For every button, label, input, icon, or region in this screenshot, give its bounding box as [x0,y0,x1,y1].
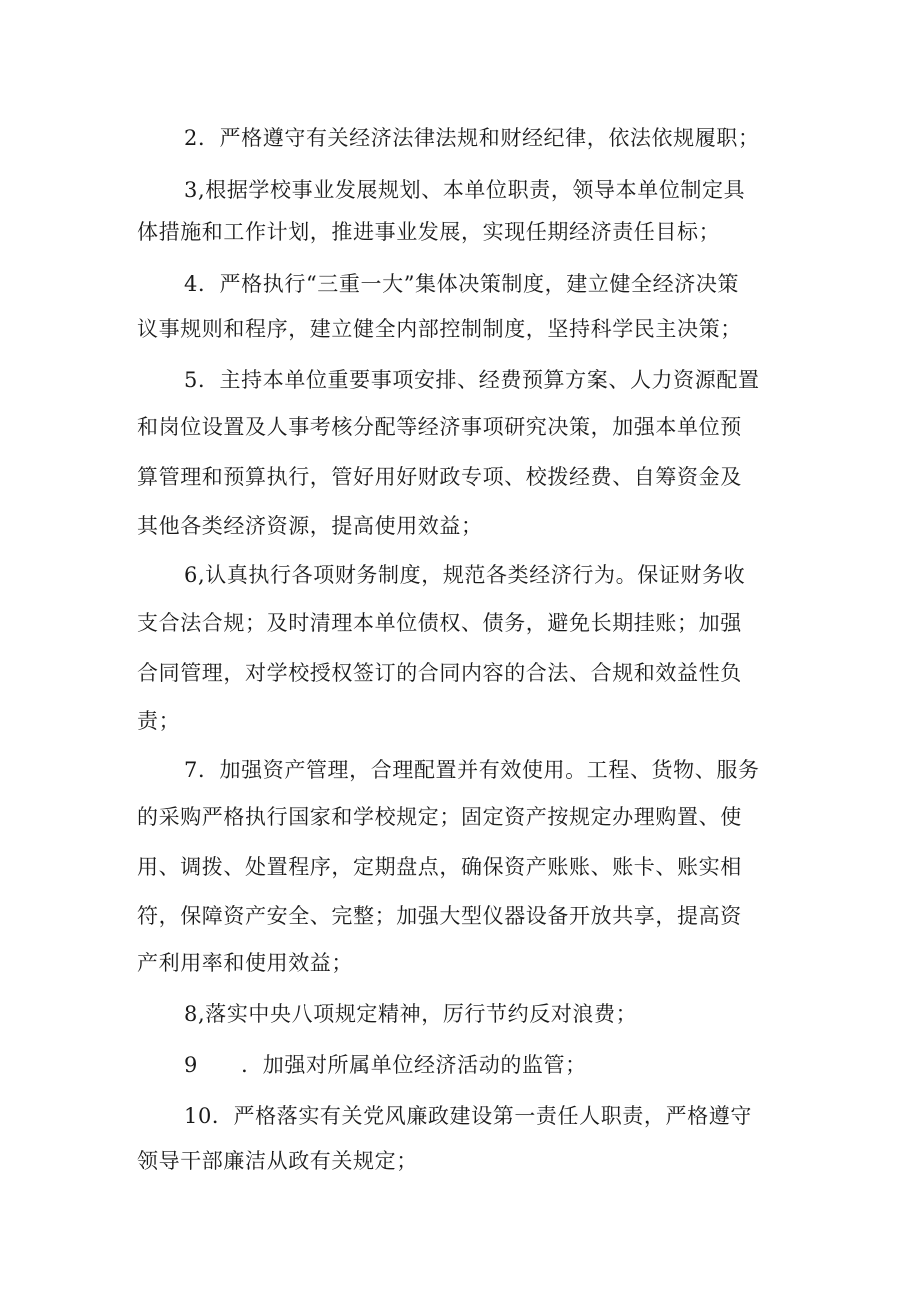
paragraph-2-line-1: 2．严格遵守有关经济法律法规和财经纪律，依法依规履职； [184,126,760,150]
paragraph-10-line-2: 领导干部廉洁从政有关规定； [137,1149,418,1173]
paragraph-6-line-4: 责； [137,709,181,733]
paragraph-8-line-1: 8,落实中央八项规定精神，厉行节约反对浪费； [184,1002,638,1026]
paragraph-10-line-1: 10．严格落实有关党风廉政建设第一责任人职责，严格遵守 [184,1104,752,1128]
paragraph-9-line-1: 9 ．加强对所属单位经济活动的监管； [184,1053,587,1077]
paragraph-4-line-2: 议事规则和程序，建立健全内部控制制度，坚持科学民主决策； [137,317,742,341]
paragraph-7-line-5: 产利用率和使用效益； [137,951,353,975]
paragraph-5-line-3: 算管理和预算执行，管好用好财政专项、校拨经费、自筹资金及 [137,465,742,489]
paragraph-6-line-2: 支合法合规；及时清理本单位债权、债务，避免长期挂账；加强 [137,611,742,635]
paragraph-5-line-2: 和岗位设置及人事考核分配等经济事项研究决策，加强本单位预 [137,415,742,439]
paragraph-3-line-2: 体措施和工作计划，推进事业发展，实现任期经济责任目标； [137,220,721,244]
paragraph-7-line-1: 7．加强资产管理，合理配置并有效使用。工程、货物、服务 [184,758,760,782]
paragraph-5-line-1: 5．主持本单位重要事项安排、经费预算方案、人力资源配置 [184,368,760,392]
paragraph-4-line-1: 4．严格执行“三重一大”集体决策制度，建立健全经济决策 [184,272,740,296]
paragraph-7-line-4: 符，保障资产安全、完整；加强大型仪器设备开放共享，提高资 [137,904,742,928]
paragraph-5-line-4: 其他各类经济资源，提高使用效益； [137,514,483,538]
paragraph-3-line-1: 3,根据学校事业发展规划、本单位职责，领导本单位制定具 [184,178,746,202]
paragraph-6-line-1: 6,认真执行各项财务制度，规范各类经济行为。保证财务收 [184,563,746,587]
paragraph-7-line-2: 的采购严格执行国家和学校规定；固定资产按规定办理购置、使 [137,805,742,829]
paragraph-7-line-3: 用、调拨、处置程序，定期盘点，确保资产账账、账卡、账实相 [137,855,742,879]
paragraph-6-line-3: 合同管理，对学校授权签订的合同内容的合法、合规和效益性负 [137,661,742,685]
